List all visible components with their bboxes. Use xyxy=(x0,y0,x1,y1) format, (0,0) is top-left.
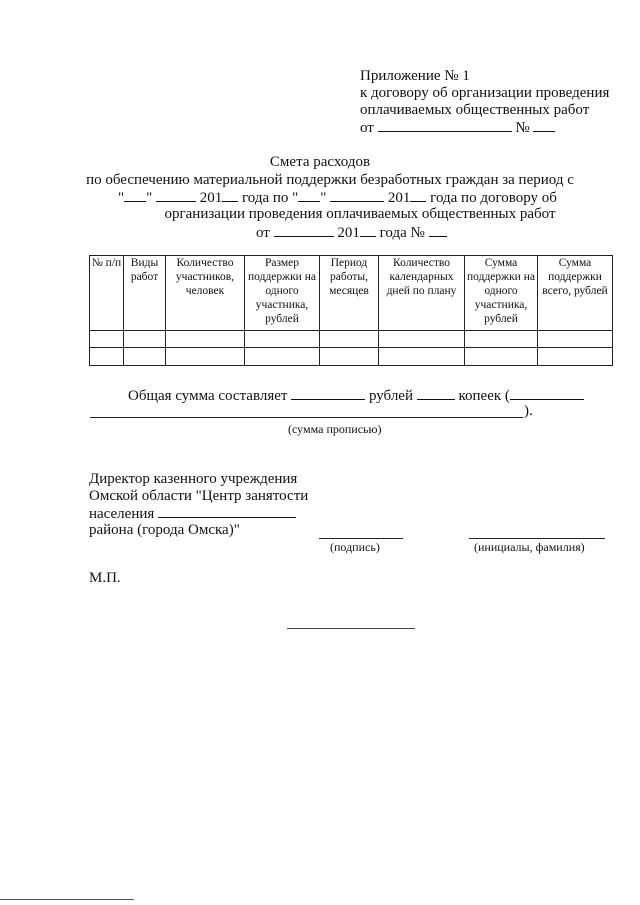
year-prefix-2: 201 xyxy=(387,190,411,206)
signatory-line-1: Директор казенного учреждения xyxy=(89,471,298,487)
table-cell[interactable] xyxy=(379,348,465,366)
amount-close-paren: ). xyxy=(524,403,533,419)
header-cell-work-period: Период работы, месяцев xyxy=(320,256,379,331)
appendix-date-line xyxy=(360,119,555,137)
signature-caption: (подпись) xyxy=(330,540,380,554)
separator-line xyxy=(287,628,415,629)
month-blank-1 xyxy=(156,189,196,202)
name-line xyxy=(469,538,605,539)
signature-line xyxy=(319,538,403,539)
kopecks-label: копеек ( xyxy=(458,388,510,404)
table-cell[interactable] xyxy=(538,348,613,366)
amount-in-words-caption: (сумма прописью) xyxy=(288,422,382,436)
table-cell[interactable] xyxy=(124,331,166,348)
rubles-blank xyxy=(291,387,365,400)
kopecks-blank xyxy=(417,387,455,400)
title-contract-date-line xyxy=(256,224,447,242)
contract-label: года по договору об xyxy=(430,190,557,206)
document-title: Смета расходов xyxy=(269,154,371,170)
district-blank xyxy=(158,505,296,518)
contract-number-label: года № xyxy=(379,225,425,241)
from-label: от xyxy=(256,225,270,241)
total-sum-label: Общая сумма составляет xyxy=(128,388,288,404)
header-cell-support-total: Сумма поддержки всего, рублей xyxy=(538,256,613,331)
table-cell[interactable] xyxy=(465,331,538,348)
table-row xyxy=(90,331,613,348)
rubles-label: рублей xyxy=(368,388,413,404)
table-cell[interactable] xyxy=(245,331,320,348)
year-prefix-1: 201 xyxy=(199,190,223,206)
table-header-row xyxy=(90,256,613,331)
appendix-from-label: от xyxy=(360,120,374,136)
footer-line xyxy=(0,899,134,900)
amount-in-words-blank-1 xyxy=(510,387,584,400)
population-label: населения xyxy=(89,506,155,522)
table-cell[interactable] xyxy=(538,331,613,348)
appendix-subtitle-1: к договору об организации проведения xyxy=(360,85,610,101)
contract-date-blank xyxy=(274,224,334,237)
signatory-line-2: Омской области "Центр занятости xyxy=(89,488,309,504)
header-cell-number: № п/п xyxy=(90,256,124,331)
title-dates-line xyxy=(118,189,557,207)
appendix-title: Приложение № 1 xyxy=(360,68,470,84)
header-cell-calendar-days: Количество календарных дней по плану xyxy=(379,256,465,331)
table-cell[interactable] xyxy=(166,331,245,348)
quote-close-2: " xyxy=(320,190,327,206)
header-cell-work-type: Виды работ xyxy=(124,256,166,331)
table-cell[interactable] xyxy=(245,348,320,366)
header-cell-participants: Количество участников, человек xyxy=(166,256,245,331)
table-cell[interactable] xyxy=(320,348,379,366)
month-blank-2 xyxy=(330,189,384,202)
name-caption: (инициалы, фамилия) xyxy=(474,540,585,554)
day-blank-1 xyxy=(124,189,146,202)
table-cell[interactable] xyxy=(320,331,379,348)
contract-number-blank xyxy=(429,224,447,237)
table-cell[interactable] xyxy=(379,331,465,348)
total-sum-line xyxy=(128,387,584,405)
stamp-place-label: М.П. xyxy=(89,570,121,586)
contract-year-blank xyxy=(360,224,376,237)
to-label: года по " xyxy=(242,190,299,206)
header-cell-support-per-participant: Размер поддержки на одного участника, рублей xyxy=(245,256,320,331)
contract-year-prefix: 201 xyxy=(337,225,360,241)
day-blank-2 xyxy=(298,189,320,202)
signatory-line-3 xyxy=(89,505,296,523)
expense-table xyxy=(89,255,613,366)
table-cell[interactable] xyxy=(90,331,124,348)
table-cell[interactable] xyxy=(465,348,538,366)
appendix-number-label: № xyxy=(515,120,530,136)
table-cell[interactable] xyxy=(166,348,245,366)
year-blank-1 xyxy=(222,189,238,202)
appendix-date-blank xyxy=(378,119,512,132)
header-cell-support-sum-per-participant: Сумма поддержки на одного участника, рублей xyxy=(465,256,538,331)
title-organization-line: организации проведения оплачиваемых общественных работ xyxy=(164,206,556,222)
quote-close-1: " xyxy=(146,190,153,206)
table-row xyxy=(90,348,613,366)
year-blank-2 xyxy=(410,189,426,202)
appendix-subtitle-2: оплачиваемых общественных работ xyxy=(360,102,590,118)
signatory-line-4: района (города Омска)" xyxy=(89,522,240,538)
table-cell[interactable] xyxy=(90,348,124,366)
title-period-line: по обеспечению материальной поддержки безработных граждан за период с xyxy=(86,172,574,188)
quote-open-1: " xyxy=(118,190,125,206)
amount-in-words-line xyxy=(90,417,523,418)
appendix-number-blank xyxy=(533,119,555,132)
table-cell[interactable] xyxy=(124,348,166,366)
